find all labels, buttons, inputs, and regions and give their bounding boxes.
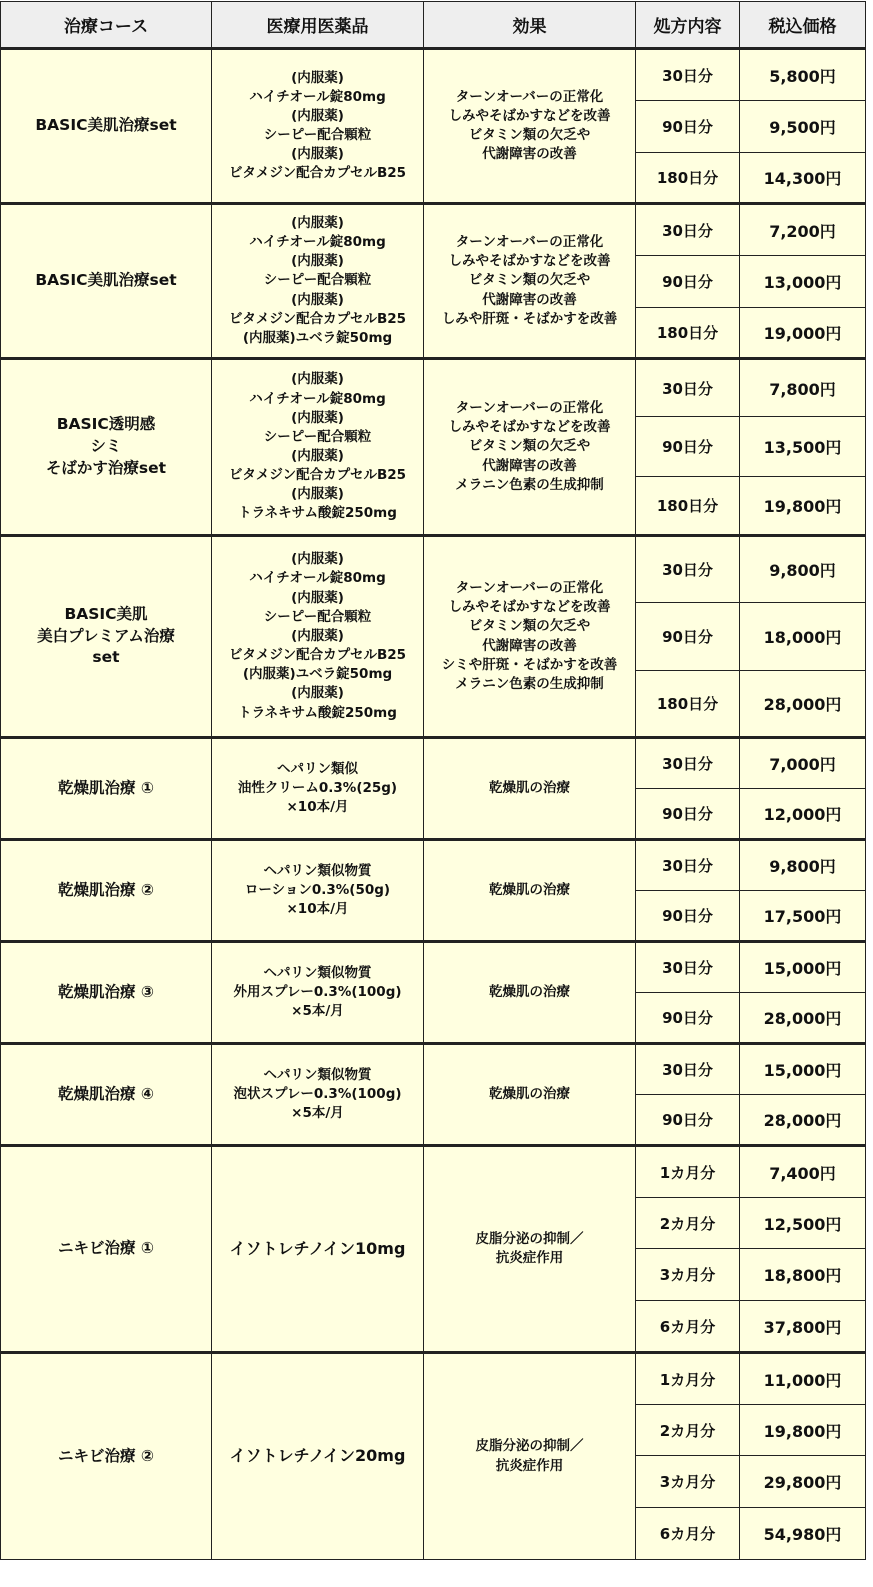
effect-line: 乾燥肌の治療 — [489, 1085, 570, 1102]
header-price: 税込価格 — [740, 2, 866, 49]
medicine-line: ヘパリン類似物質 — [263, 862, 372, 879]
table-header — [1, 2, 866, 49]
effect — [424, 536, 636, 738]
prescription-period: 90日分 — [636, 789, 740, 840]
course-name-line: BASIC美肌 — [64, 604, 148, 623]
medicine-line: (内服薬) — [291, 291, 344, 308]
course-name-line: BASIC美肌治療set — [35, 116, 177, 135]
course-group — [1, 536, 866, 738]
medicine-line: (内服薬) — [291, 107, 344, 124]
effect-line: 皮脂分泌の抑制／ — [475, 1230, 584, 1247]
course-name-line: BASIC美肌治療set — [35, 271, 177, 290]
prescription-period: 180日分 — [636, 153, 740, 204]
price-value: 19,800円 — [740, 477, 866, 536]
course-name-line: set — [92, 648, 120, 667]
medicine-line: ビタメジン配合カプセルB25 — [228, 310, 407, 327]
table-row — [1, 1353, 866, 1405]
course-name-line: そばかす治療set — [45, 458, 167, 477]
price-value: 28,000円 — [740, 993, 866, 1044]
effect-line: ターンオーバーの正常化 — [455, 88, 604, 105]
price-value: 9,800円 — [740, 536, 866, 603]
effect-line: 代謝障害の改善 — [482, 291, 577, 308]
medicine-line: (内服薬) — [291, 214, 344, 231]
course-name-line: ニキビ治療 ② — [57, 1446, 155, 1465]
prescription-period: 30日分 — [636, 49, 740, 101]
medicine-line: ハイチオール錠80mg — [249, 234, 386, 251]
price-value: 15,000円 — [740, 942, 866, 993]
medicine-line: ハイチオール錠80mg — [249, 570, 386, 587]
medicine — [212, 1353, 424, 1560]
price-value: 14,300円 — [740, 153, 866, 204]
course-group — [1, 1146, 866, 1353]
header-prescription: 処方内容 — [636, 2, 740, 49]
medicine-line: (内服薬) — [291, 589, 344, 606]
medicine-line: (内服薬) — [291, 409, 344, 426]
effect-line: 皮脂分泌の抑制／ — [475, 1438, 584, 1455]
prescription-period: 90日分 — [636, 891, 740, 942]
effect — [424, 1353, 636, 1560]
medicine-line: (内服薬) — [291, 146, 344, 163]
header-medicine: 医療用医薬品 — [212, 2, 424, 49]
table-row — [1, 49, 866, 101]
medicine-line: ヘパリン類似物質 — [263, 1066, 372, 1083]
table-row — [1, 204, 866, 256]
course-group — [1, 49, 866, 204]
effect-line: シミや肝斑・そばかすを改善 — [441, 656, 618, 673]
effect-line: メラニン色素の生成抑制 — [455, 476, 604, 493]
effect-line: しみやそばかすなどを改善 — [448, 107, 611, 124]
price-table — [0, 1, 866, 1560]
course-group — [1, 1044, 866, 1146]
prescription-period: 30日分 — [636, 536, 740, 603]
price-value: 15,000円 — [740, 1044, 866, 1095]
medicine-line: (内服薬)ユベラ錠50mg — [242, 329, 393, 346]
prescription-period: 90日分 — [636, 256, 740, 308]
prescription-period: 90日分 — [636, 603, 740, 671]
medicine-line: トラネキサム酸錠250mg — [238, 505, 397, 522]
table-row — [1, 840, 866, 891]
course-name-line: シミ — [90, 437, 122, 456]
effect-line: ターンオーバーの正常化 — [455, 234, 604, 251]
price-value: 54,980円 — [740, 1508, 866, 1560]
course-group — [1, 942, 866, 1044]
price-value: 18,000円 — [740, 603, 866, 671]
header-row — [1, 2, 866, 49]
effect-line: 代謝障害の改善 — [482, 457, 577, 474]
medicine — [212, 49, 424, 204]
course-name — [1, 49, 212, 204]
effect-line: 乾燥肌の治療 — [489, 881, 570, 898]
header-course: 治療コース — [1, 2, 212, 49]
course-name-line: BASIC透明感 — [56, 415, 156, 434]
medicine-line: イソトレチノイン10mg — [229, 1238, 406, 1258]
effect-line: 抗炎症作用 — [495, 1250, 564, 1266]
price-value: 29,800円 — [740, 1456, 866, 1508]
prescription-period: 90日分 — [636, 417, 740, 477]
course-name-line: 乾燥肌治療 ① — [57, 778, 155, 797]
prescription-period: 1カ月分 — [636, 1353, 740, 1405]
price-value: 5,800円 — [740, 49, 866, 101]
medicine — [212, 1146, 424, 1353]
price-value: 37,800円 — [740, 1301, 866, 1353]
effect — [424, 1146, 636, 1353]
course-name — [1, 738, 212, 840]
medicine — [212, 942, 424, 1044]
effect-line: 代謝障害の改善 — [482, 146, 577, 163]
prescription-period: 6カ月分 — [636, 1301, 740, 1353]
effect-line: しみや肝斑・そばかすを改善 — [441, 310, 618, 327]
course-group — [1, 359, 866, 536]
effect-line: ビタミン類の欠乏や — [468, 127, 591, 143]
prescription-period: 30日分 — [636, 1044, 740, 1095]
medicine — [212, 536, 424, 738]
effect-line: 乾燥肌の治療 — [489, 983, 570, 1000]
course-name — [1, 942, 212, 1044]
medicine-line: ヘパリン類似 — [277, 760, 358, 777]
prescription-period: 6カ月分 — [636, 1508, 740, 1560]
price-value: 9,800円 — [740, 840, 866, 891]
medicine-line: ×10本/月 — [286, 799, 349, 816]
table-row — [1, 942, 866, 993]
medicine-line: ハイチオール錠80mg — [249, 88, 386, 105]
medicine-line: シーピー配合顆粒 — [263, 608, 372, 625]
price-value: 13,500円 — [740, 417, 866, 477]
prescription-period: 180日分 — [636, 308, 740, 359]
effect-line: ビタミン類の欠乏や — [468, 618, 591, 635]
price-value: 17,500円 — [740, 891, 866, 942]
table-row — [1, 359, 866, 417]
price-value: 19,000円 — [740, 308, 866, 359]
table-row — [1, 1146, 866, 1198]
course-name — [1, 1146, 212, 1353]
table-row — [1, 738, 866, 789]
price-value: 13,000円 — [740, 256, 866, 308]
prescription-period: 180日分 — [636, 671, 740, 738]
course-name — [1, 840, 212, 942]
effect — [424, 359, 636, 536]
effect-line: しみやそばかすなどを改善 — [448, 599, 611, 616]
medicine-line: 泡状スプレー0.3%(100g) — [233, 1085, 402, 1102]
medicine-line: トラネキサム酸錠250mg — [238, 704, 397, 721]
medicine — [212, 204, 424, 359]
header-effect: 効果 — [424, 2, 636, 49]
medicine-line: (内服薬) — [291, 685, 344, 702]
prescription-period: 30日分 — [636, 204, 740, 256]
prescription-period: 3カ月分 — [636, 1249, 740, 1301]
medicine-line: ×5本/月 — [291, 1105, 344, 1122]
effect-line: 代謝障害の改善 — [482, 637, 577, 654]
course-name-line: ニキビ治療 ① — [57, 1239, 155, 1258]
prescription-period: 30日分 — [636, 738, 740, 789]
medicine-line: (内服薬) — [291, 371, 344, 388]
medicine-line: (内服薬)ユベラ錠50mg — [242, 666, 393, 683]
price-value: 9,500円 — [740, 101, 866, 153]
prescription-period: 90日分 — [636, 101, 740, 153]
table-row — [1, 1044, 866, 1095]
course-name — [1, 204, 212, 359]
effect — [424, 840, 636, 942]
medicine-line: ハイチオール錠80mg — [249, 390, 386, 407]
medicine-line: ×10本/月 — [286, 901, 349, 918]
medicine-line: (内服薬) — [291, 486, 344, 503]
medicine-line: シーピー配合顆粒 — [263, 127, 372, 143]
effect-line: ターンオーバーの正常化 — [455, 400, 604, 417]
medicine-line: ローション0.3%(50g) — [244, 881, 391, 898]
medicine-line: (内服薬) — [291, 448, 344, 464]
prescription-period: 3カ月分 — [636, 1456, 740, 1508]
effect-line: ビタミン類の欠乏や — [468, 272, 591, 289]
prescription-period: 1カ月分 — [636, 1146, 740, 1198]
table-row — [1, 536, 866, 603]
course-name — [1, 1353, 212, 1560]
effect-line: ターンオーバーの正常化 — [455, 580, 604, 597]
prescription-period: 2カ月分 — [636, 1405, 740, 1456]
medicine-line: シーピー配合顆粒 — [263, 428, 372, 445]
price-value: 12,500円 — [740, 1198, 866, 1249]
course-group — [1, 204, 866, 359]
price-value: 7,400円 — [740, 1146, 866, 1198]
effect-line: ビタミン類の欠乏や — [468, 438, 591, 455]
price-value: 7,800円 — [740, 359, 866, 417]
course-group — [1, 1353, 866, 1560]
course-name — [1, 536, 212, 738]
prescription-period: 2カ月分 — [636, 1198, 740, 1249]
medicine-line: (内服薬) — [291, 627, 344, 644]
medicine — [212, 738, 424, 840]
medicine-line: ×5本/月 — [291, 1003, 344, 1020]
effect-line: メラニン色素の生成抑制 — [455, 675, 604, 692]
prescription-period: 30日分 — [636, 359, 740, 417]
prescription-period: 180日分 — [636, 477, 740, 536]
medicine-line: ビタメジン配合カプセルB25 — [228, 647, 407, 664]
medicine-line: ビタメジン配合カプセルB25 — [228, 165, 407, 182]
course-name-line: 乾燥肌治療 ② — [57, 880, 155, 899]
price-value: 12,000円 — [740, 789, 866, 840]
effect — [424, 204, 636, 359]
prescription-period: 90日分 — [636, 1095, 740, 1146]
course-name — [1, 359, 212, 536]
medicine-line: 外用スプレー0.3%(100g) — [233, 983, 402, 1000]
medicine-line: ヘパリン類似物質 — [263, 964, 372, 981]
prescription-period: 30日分 — [636, 942, 740, 993]
effect-line: しみやそばかすなどを改善 — [448, 253, 611, 270]
medicine-line: (内服薬) — [291, 69, 344, 86]
effect — [424, 738, 636, 840]
effect — [424, 942, 636, 1044]
effect — [424, 49, 636, 204]
medicine — [212, 840, 424, 942]
medicine-line: 油性クリーム0.3%(25g) — [237, 779, 398, 796]
effect — [424, 1044, 636, 1146]
medicine-line: ビタメジン配合カプセルB25 — [228, 467, 407, 484]
prescription-period: 30日分 — [636, 840, 740, 891]
course-name-line: 美白プレミアム治療 — [37, 626, 175, 645]
price-value: 19,800円 — [740, 1405, 866, 1456]
effect-line: 抗炎症作用 — [495, 1457, 564, 1474]
price-value: 7,000円 — [740, 738, 866, 789]
medicine-line: イソトレチノイン20mg — [229, 1446, 406, 1466]
medicine — [212, 1044, 424, 1146]
medicine-line: (内服薬) — [291, 551, 344, 568]
course-name — [1, 1044, 212, 1146]
effect-line: しみやそばかすなどを改善 — [448, 419, 611, 436]
price-value: 28,000円 — [740, 671, 866, 738]
medicine — [212, 359, 424, 536]
course-group — [1, 840, 866, 942]
effect-line: 乾燥肌の治療 — [489, 779, 570, 796]
course-group — [1, 738, 866, 840]
course-name-line: 乾燥肌治療 ③ — [57, 982, 155, 1001]
course-name-line: 乾燥肌治療 ④ — [57, 1084, 155, 1103]
medicine-line: (内服薬) — [291, 253, 344, 270]
price-value: 28,000円 — [740, 1095, 866, 1146]
prescription-period: 90日分 — [636, 993, 740, 1044]
price-value: 11,000円 — [740, 1353, 866, 1405]
price-value: 7,200円 — [740, 204, 866, 256]
medicine-line: シーピー配合顆粒 — [263, 272, 372, 289]
price-value: 18,800円 — [740, 1249, 866, 1301]
